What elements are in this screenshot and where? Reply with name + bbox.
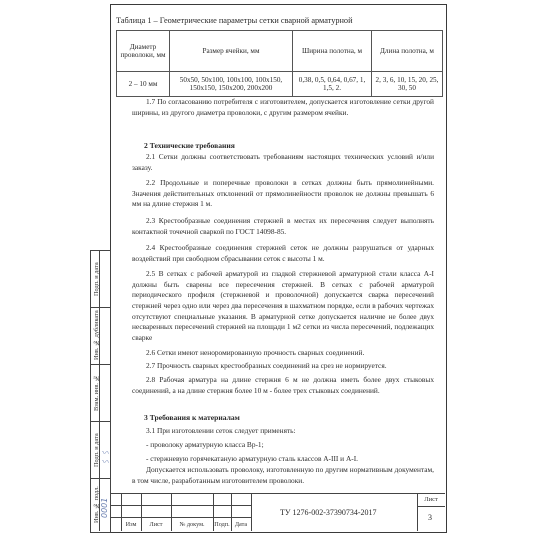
margin-label-original-inv: Инв. № подл. bbox=[93, 486, 100, 524]
stamp-label-signature: Подп. bbox=[214, 521, 230, 528]
paragraph-2-5 bbox=[132, 269, 434, 343]
list-item: - проволоку арматурную класса Вр-1; bbox=[146, 440, 264, 449]
document-code: ТУ 1276-002-37390734-2017 bbox=[280, 508, 377, 517]
section-heading-materials: 3 Требования к материалам bbox=[144, 413, 240, 422]
table-header-row bbox=[117, 31, 443, 72]
paragraph-text: 2.3 Крестообразные соединения стержней в местах их пересечения следует выполнять контактной точечной сваркой по ГОСТ 14098-85. bbox=[132, 216, 434, 236]
table-cell: 0,38, 0,5, 0,64, 0,67, 1, 1,5, 2. bbox=[293, 72, 372, 97]
paragraph-text: 2.7 Прочность сварных крестообразных соединений на срез не нормируется. bbox=[146, 361, 387, 370]
paragraph-text: 2.8 Рабочая арматура на длине стержня 6 м не должна иметь более двух стыковых соединений, а на длине стержня более 10 м - более трех стыковых соединений. bbox=[132, 375, 434, 395]
stamp-label-sheet-number: Лист bbox=[424, 496, 438, 503]
paragraph-text: 2.6 Сетки имеют неноромированную прочность сварных соединений. bbox=[146, 348, 365, 357]
paragraph-3-note bbox=[132, 465, 434, 486]
table-caption: Таблица 1 – Геометрические параметры сетки сварной арматурной bbox=[116, 16, 353, 25]
margin-label-duplicate: Инв. № дубликата bbox=[93, 310, 100, 360]
paragraph-text: 2.5 В сетках с рабочей арматурой из гладкой стержневой арматурной стали класса А-I должны быть сварены все пересечения стержней. В сетках с рабочей арматурой периодического профиля (стержневой и проволочной) допускается сварка пересечений стержней через одно или через два пересечения в шахматном порядке, если в рабочих чертежах отсутствуют специальные указания. В арматурной сетке допускается наличие не более двух несваренных пересечений стержней на площади 1 м2 сетки из числа пересечений, подлежащих сварке bbox=[132, 269, 434, 342]
page-number: 3 bbox=[428, 513, 432, 522]
table-header-cell: Размер ячейки, мм bbox=[170, 31, 293, 72]
paragraph-2-8 bbox=[132, 375, 434, 396]
table-header-cell: Диаметр проволоки, мм bbox=[117, 31, 170, 72]
stamp-label-change: Изм bbox=[125, 521, 137, 528]
paragraph-text: 2.4 Крестообразные соединения стержней сеток не должны разрушаться от ударных воздействий при свободном сбрасывании сеток с высоты 1 м. bbox=[132, 243, 434, 263]
paragraph-text: 2.1 Сетки должны соответствовать требованиям настоящих технических условий и/или заказу. bbox=[132, 152, 434, 172]
paragraph-3-1: 3.1 При изготовлении сеток следует применять: bbox=[146, 426, 296, 435]
table-header-cell: Длина полотна, м bbox=[372, 31, 443, 72]
paragraph-2-3 bbox=[132, 216, 434, 237]
stamp-label-sheet: Лист bbox=[149, 521, 163, 528]
paragraph-2-7 bbox=[132, 361, 434, 372]
paragraph-1-7 bbox=[132, 97, 434, 118]
margin-label-replaces: Взам. инв. № bbox=[93, 374, 100, 412]
paragraph-2-1 bbox=[132, 152, 434, 173]
paragraph-2-6 bbox=[132, 348, 434, 359]
table-cell: 2, 3, 6, 10, 15, 20, 25, 30, 50 bbox=[372, 72, 443, 97]
margin-label-sign-date: Подп. и дата bbox=[93, 262, 100, 296]
handwritten-inventory-number: 0001 bbox=[100, 497, 109, 518]
handwritten-signature: 〰〰 bbox=[102, 448, 112, 466]
section-heading-technical: 2 Технические требования bbox=[144, 141, 235, 150]
stamp-label-date: Дата bbox=[234, 521, 248, 528]
paragraph-text: 1.7 По согласованию потребителя с изготовителем, допускается изготовление сетки другой ширины, из другого диаметра проволоки, с другим размером ячейки. bbox=[132, 97, 434, 117]
title-block bbox=[110, 493, 445, 531]
stamp-label-doc-number: № докум. bbox=[179, 521, 205, 528]
paragraph-2-2 bbox=[132, 178, 434, 210]
paragraph-text: 2.2 Продольные и поперечные проволоки в сетках должны быть прямолинейными. Значения действительных отклонений от прямолинейности проволок не должны превышать 6 мм на длине стержня 1 м. bbox=[132, 178, 434, 209]
table-cell: 2 – 10 мм bbox=[117, 72, 170, 97]
table-row bbox=[117, 72, 443, 97]
table-header-cell: Ширина полотна, м bbox=[293, 31, 372, 72]
table-cell: 50x50, 50x100, 100x100, 100x150, 150x150, 150x200, 200x200 bbox=[170, 72, 293, 97]
paragraph-2-4 bbox=[132, 243, 434, 264]
list-item: - стержневую горячекатаную арматурную сталь классов А-III и А-I. bbox=[146, 454, 358, 463]
parameters-table bbox=[116, 30, 443, 97]
margin-label-sign-date-2: Подп. и дата bbox=[93, 433, 100, 467]
paragraph-text: Допускается использовать проволоку, изготовленную по другим нормативным документам, в том числе, разработанным изготовителем проволоки. bbox=[132, 465, 434, 485]
